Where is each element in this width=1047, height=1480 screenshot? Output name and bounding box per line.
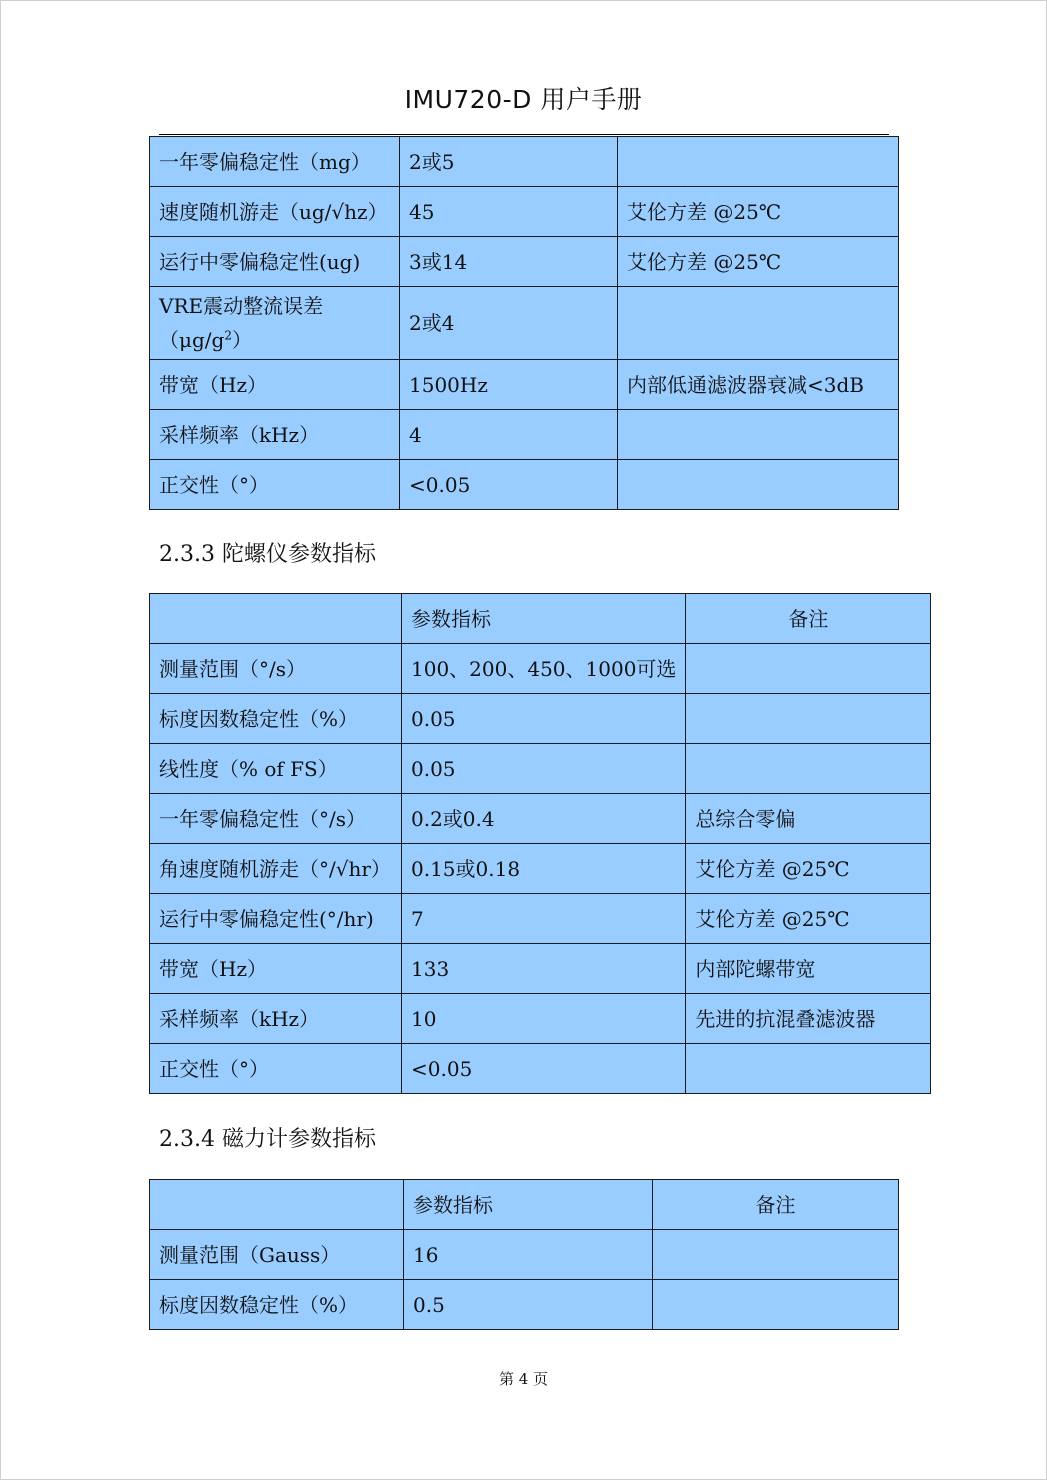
note-cell: 艾伦方差 @25℃ <box>686 844 931 894</box>
header-rule <box>159 134 889 135</box>
param-text: （μg/g <box>159 328 225 352</box>
value-cell: 1500Hz <box>400 360 618 410</box>
table-row <box>150 287 899 360</box>
table-row <box>150 1230 899 1280</box>
param-cell: 带宽（Hz） <box>150 944 402 994</box>
magnetometer-spec-table <box>149 1179 899 1330</box>
param-cell: 正交性（°） <box>150 1044 402 1094</box>
value-cell: 0.2或0.4 <box>402 794 686 844</box>
value-cell: 0.05 <box>402 744 686 794</box>
table-row <box>150 844 931 894</box>
gyroscope-spec-table <box>149 593 931 1094</box>
table-row <box>150 410 899 460</box>
note-cell <box>618 287 899 360</box>
table-row <box>150 994 931 1044</box>
table-header-row <box>150 594 931 644</box>
superscript: 2 <box>224 328 232 343</box>
header-cell <box>150 594 402 644</box>
param-cell: 速度随机游走（ug/√hz） <box>150 187 400 237</box>
value-cell: <0.05 <box>402 1044 686 1094</box>
note-cell: 总综合零偏 <box>686 794 931 844</box>
note-cell <box>686 644 931 694</box>
header-cell <box>150 1180 404 1230</box>
document-title: IMU720-D 用户手册 <box>404 85 643 114</box>
section-heading-gyro: 2.3.3 陀螺仪参数指标 <box>159 542 376 567</box>
value-cell: 4 <box>400 410 618 460</box>
note-cell <box>618 137 899 187</box>
note-cell: 艾伦方差 @25℃ <box>686 894 931 944</box>
table-row <box>150 360 899 410</box>
value-cell: 100、200、450、1000可选 <box>402 644 686 694</box>
param-cell: 采样频率（kHz） <box>150 410 400 460</box>
note-cell <box>686 1044 931 1094</box>
table-row <box>150 644 931 694</box>
page-number: 第 4 页 <box>498 1370 549 1388</box>
note-cell <box>653 1280 899 1330</box>
param-cell: 测量范围（Gauss） <box>150 1230 404 1280</box>
value-cell: 16 <box>404 1230 653 1280</box>
section-heading-magnetometer: 2.3.4 磁力计参数指标 <box>159 1127 376 1152</box>
table-header-row <box>150 1180 899 1230</box>
value-cell: 45 <box>400 187 618 237</box>
param-cell: 一年零偏稳定性（mg） <box>150 137 400 187</box>
table-row <box>150 1280 899 1330</box>
param-cell: 采样频率（kHz） <box>150 994 402 1044</box>
param-cell: 运行中零偏稳定性(ug) <box>150 237 400 287</box>
header-cell: 参数指标 <box>402 594 686 644</box>
note-cell <box>618 460 899 510</box>
param-cell: 测量范围（°/s） <box>150 644 402 694</box>
accelerometer-spec-table <box>149 136 899 510</box>
table-row <box>150 894 931 944</box>
table-row <box>150 460 899 510</box>
value-cell: 2或5 <box>400 137 618 187</box>
note-cell: 内部低通滤波器衰减<3dB <box>618 360 899 410</box>
note-cell: 艾伦方差 @25℃ <box>618 237 899 287</box>
value-cell: 7 <box>402 894 686 944</box>
param-cell: 运行中零偏稳定性(°/hr) <box>150 894 402 944</box>
table-row <box>150 794 931 844</box>
param-cell: 标度因数稳定性（%） <box>150 1280 404 1330</box>
note-cell <box>653 1230 899 1280</box>
param-cell: 一年零偏稳定性（°/s） <box>150 794 402 844</box>
table-row <box>150 944 931 994</box>
param-cell: 正交性（°） <box>150 460 400 510</box>
param-cell: 带宽（Hz） <box>150 360 400 410</box>
value-cell: 0.05 <box>402 694 686 744</box>
value-cell: <0.05 <box>400 460 618 510</box>
table-row <box>150 1044 931 1094</box>
param-cell: 线性度（% of FS） <box>150 744 402 794</box>
value-cell: 0.15或0.18 <box>402 844 686 894</box>
header-cell: 备注 <box>686 594 931 644</box>
param-line: VRE震动整流误差 <box>159 294 324 318</box>
note-cell <box>686 744 931 794</box>
param-line <box>159 323 390 357</box>
value-cell: 0.5 <box>404 1280 653 1330</box>
value-cell: 10 <box>402 994 686 1044</box>
table-row <box>150 187 899 237</box>
table-row <box>150 694 931 744</box>
value-cell: 133 <box>402 944 686 994</box>
table-row <box>150 744 931 794</box>
param-cell: 角速度随机游走（°/√hr） <box>150 844 402 894</box>
value-cell: 3或14 <box>400 237 618 287</box>
note-cell: 艾伦方差 @25℃ <box>618 187 899 237</box>
note-cell <box>618 410 899 460</box>
note-cell: 先进的抗混叠滤波器 <box>686 994 931 1044</box>
note-cell: 内部陀螺带宽 <box>686 944 931 994</box>
param-text: ） <box>231 328 252 352</box>
param-cell: 标度因数稳定性（%） <box>150 694 402 744</box>
header-cell: 备注 <box>653 1180 899 1230</box>
header-cell: 参数指标 <box>404 1180 653 1230</box>
note-cell <box>686 694 931 744</box>
table-row <box>150 237 899 287</box>
value-cell: 2或4 <box>400 287 618 360</box>
table-row <box>150 137 899 187</box>
param-cell <box>150 287 400 360</box>
